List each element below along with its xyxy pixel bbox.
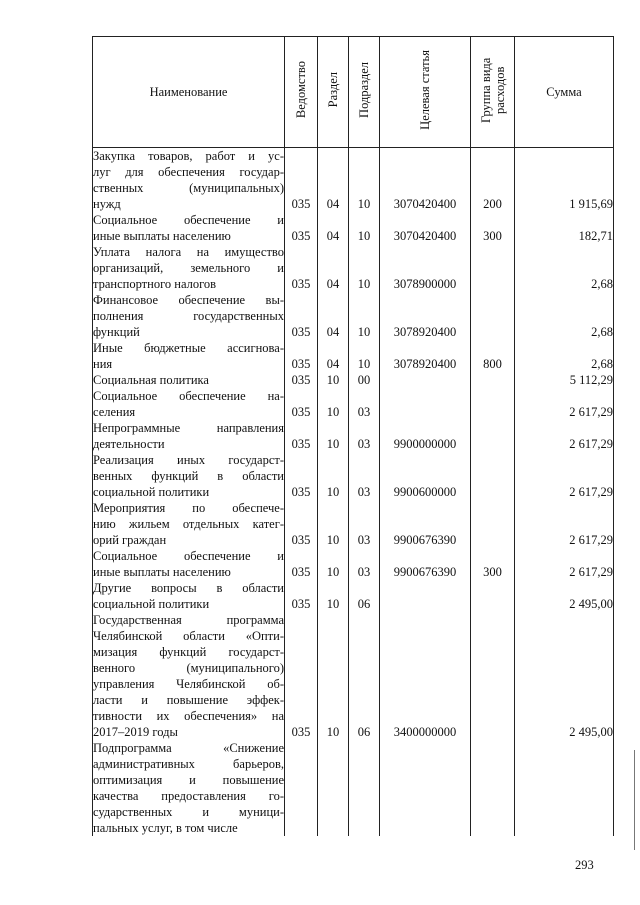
table-row bbox=[93, 420, 614, 452]
row-name-line: Государственная программа bbox=[93, 613, 284, 627]
row-name-line: иные выплаты населению bbox=[93, 229, 231, 243]
table-row bbox=[93, 340, 614, 372]
header-name: Наименование bbox=[93, 37, 285, 148]
cell-department: 035 bbox=[285, 212, 318, 244]
row-name-line: транспортного налогов bbox=[93, 277, 217, 291]
cell-expense-group bbox=[471, 372, 515, 388]
cell-expense-group bbox=[471, 244, 515, 292]
header-expense-group: Группа вида расходов bbox=[471, 37, 515, 148]
cell-subsection: 06 bbox=[349, 580, 380, 612]
cell-expense-group: 300 bbox=[471, 548, 515, 580]
cell-section bbox=[318, 740, 349, 836]
cell-section: 10 bbox=[318, 388, 349, 420]
page-number: 293 bbox=[575, 858, 594, 872]
cell-amount: 2 617,29 bbox=[515, 420, 614, 452]
cell-section: 10 bbox=[318, 372, 349, 388]
cell-target-article: 9900000000 bbox=[380, 420, 471, 452]
header-target-article: Целевая статья bbox=[380, 37, 471, 148]
row-name-line: венного (муниципального) bbox=[93, 661, 284, 675]
scan-edge-line bbox=[634, 750, 635, 850]
row-name-line: Непрограммные направления bbox=[93, 421, 284, 435]
cell-amount: 2 617,29 bbox=[515, 452, 614, 500]
cell-section: 10 bbox=[318, 548, 349, 580]
cell-expense-group bbox=[471, 420, 515, 452]
table-row bbox=[93, 740, 614, 836]
row-name-line: функций bbox=[93, 325, 140, 339]
row-name-line: мизация функций государст- bbox=[93, 645, 284, 659]
row-name-line: орий граждан bbox=[93, 533, 167, 547]
cell-target-article bbox=[380, 740, 471, 836]
row-name bbox=[93, 212, 285, 244]
row-name-line: социальной политики bbox=[93, 597, 210, 611]
cell-subsection: 06 bbox=[349, 612, 380, 740]
cell-department: 035 bbox=[285, 580, 318, 612]
row-name-line: Мероприятия по обеспече- bbox=[93, 501, 284, 515]
cell-section: 10 bbox=[318, 580, 349, 612]
header-amount: Сумма bbox=[515, 37, 614, 148]
cell-expense-group bbox=[471, 612, 515, 740]
cell-amount: 2 617,29 bbox=[515, 500, 614, 548]
row-name bbox=[93, 548, 285, 580]
row-name bbox=[93, 372, 285, 388]
header-section: Раздел bbox=[318, 37, 349, 148]
row-name-line: административных барьеров, bbox=[93, 757, 284, 771]
row-name-line: деятельности bbox=[93, 437, 165, 451]
row-name-line: качества предоставления го- bbox=[93, 789, 284, 803]
cell-department: 035 bbox=[285, 148, 318, 213]
row-name-line: организаций, земельного и bbox=[93, 261, 284, 275]
cell-amount: 2,68 bbox=[515, 244, 614, 292]
cell-target-article: 3070420400 bbox=[380, 212, 471, 244]
row-name-line: 2017–2019 годы bbox=[93, 725, 178, 739]
row-name-line: венных функций в области bbox=[93, 469, 284, 483]
cell-department: 035 bbox=[285, 420, 318, 452]
row-name-line: оптимизация и повышение bbox=[93, 773, 284, 787]
cell-subsection: 00 bbox=[349, 372, 380, 388]
row-name bbox=[93, 500, 285, 548]
row-name-line: тивности их обеспечения» на bbox=[93, 709, 284, 723]
row-name bbox=[93, 148, 285, 213]
table-row bbox=[93, 548, 614, 580]
cell-section: 10 bbox=[318, 612, 349, 740]
row-name bbox=[93, 452, 285, 500]
row-name-line: Челябинской области «Опти- bbox=[93, 629, 284, 643]
row-name-line: ственных (муниципальных) bbox=[93, 181, 284, 195]
cell-department: 035 bbox=[285, 340, 318, 372]
row-name-line: нию жильем отдельных катег- bbox=[93, 517, 284, 531]
cell-department: 035 bbox=[285, 612, 318, 740]
row-name-line: пальных услуг, в том числе bbox=[93, 821, 238, 835]
table-row bbox=[93, 580, 614, 612]
row-name-line: Социальное обеспечение на- bbox=[93, 389, 284, 403]
cell-department: 035 bbox=[285, 292, 318, 340]
cell-amount: 2 617,29 bbox=[515, 548, 614, 580]
row-name-line: Финансовое обеспечение вы- bbox=[93, 293, 284, 307]
cell-expense-group bbox=[471, 500, 515, 548]
cell-department: 035 bbox=[285, 372, 318, 388]
cell-amount: 2,68 bbox=[515, 340, 614, 372]
row-name bbox=[93, 740, 285, 836]
cell-subsection: 10 bbox=[349, 244, 380, 292]
table-row bbox=[93, 212, 614, 244]
row-name-line: Подпрограмма «Снижение bbox=[93, 741, 284, 755]
row-name-line: Закупка товаров, работ и ус- bbox=[93, 149, 284, 163]
row-name-line: Социальное обеспечение и bbox=[93, 213, 284, 227]
cell-target-article bbox=[380, 372, 471, 388]
cell-target-article: 3400000000 bbox=[380, 612, 471, 740]
cell-expense-group: 300 bbox=[471, 212, 515, 244]
cell-department bbox=[285, 740, 318, 836]
cell-department: 035 bbox=[285, 548, 318, 580]
row-name-line: ния bbox=[93, 357, 113, 371]
cell-amount: 2 495,00 bbox=[515, 612, 614, 740]
row-name bbox=[93, 580, 285, 612]
cell-subsection: 03 bbox=[349, 388, 380, 420]
table-body bbox=[93, 148, 614, 837]
row-name-line: луг для обеспечения государ- bbox=[93, 165, 284, 179]
cell-subsection: 10 bbox=[349, 340, 380, 372]
table-row bbox=[93, 612, 614, 740]
row-name-line: социальной политики bbox=[93, 485, 210, 499]
row-name-line: полнения государственных bbox=[93, 309, 284, 323]
row-name-line: ласти и повышение эффек- bbox=[93, 693, 284, 707]
budget-table bbox=[92, 36, 614, 836]
cell-target-article: 3078920400 bbox=[380, 292, 471, 340]
row-name-line: иные выплаты населению bbox=[93, 565, 231, 579]
cell-section: 10 bbox=[318, 500, 349, 548]
table-row bbox=[93, 388, 614, 420]
row-name bbox=[93, 420, 285, 452]
cell-amount: 2,68 bbox=[515, 292, 614, 340]
table-row bbox=[93, 372, 614, 388]
cell-expense-group bbox=[471, 580, 515, 612]
cell-section: 04 bbox=[318, 292, 349, 340]
cell-amount: 2 617,29 bbox=[515, 388, 614, 420]
cell-subsection: 03 bbox=[349, 452, 380, 500]
table-row bbox=[93, 500, 614, 548]
row-name-line: Другие вопросы в области bbox=[93, 581, 284, 595]
cell-amount bbox=[515, 740, 614, 836]
row-name-line: сударственных и муници- bbox=[93, 805, 284, 819]
cell-department: 035 bbox=[285, 452, 318, 500]
cell-amount: 2 495,00 bbox=[515, 580, 614, 612]
cell-section: 04 bbox=[318, 148, 349, 213]
cell-expense-group: 800 bbox=[471, 340, 515, 372]
cell-amount: 5 112,29 bbox=[515, 372, 614, 388]
cell-expense-group bbox=[471, 388, 515, 420]
row-name-line: селения bbox=[93, 405, 136, 419]
header-subsection: Подраздел bbox=[349, 37, 380, 148]
cell-target-article: 3078920400 bbox=[380, 340, 471, 372]
cell-subsection: 10 bbox=[349, 148, 380, 213]
table-header bbox=[93, 37, 614, 148]
cell-subsection: 03 bbox=[349, 500, 380, 548]
cell-target-article bbox=[380, 388, 471, 420]
table-row bbox=[93, 292, 614, 340]
cell-department: 035 bbox=[285, 244, 318, 292]
cell-section: 10 bbox=[318, 420, 349, 452]
cell-expense-group bbox=[471, 292, 515, 340]
table-row bbox=[93, 244, 614, 292]
cell-section: 04 bbox=[318, 212, 349, 244]
row-name-line: нужд bbox=[93, 197, 121, 211]
cell-section: 04 bbox=[318, 244, 349, 292]
row-name bbox=[93, 244, 285, 292]
cell-target-article: 9900600000 bbox=[380, 452, 471, 500]
table-row bbox=[93, 148, 614, 213]
cell-expense-group bbox=[471, 740, 515, 836]
header-department: Ведомство bbox=[285, 37, 318, 148]
row-name-line: Уплата налога на имущество bbox=[93, 245, 284, 259]
row-name bbox=[93, 292, 285, 340]
cell-subsection: 03 bbox=[349, 548, 380, 580]
cell-section: 04 bbox=[318, 340, 349, 372]
cell-expense-group bbox=[471, 452, 515, 500]
cell-target-article: 3070420400 bbox=[380, 148, 471, 213]
row-name-line: Иные бюджетные ассигнова- bbox=[93, 341, 284, 355]
cell-subsection bbox=[349, 740, 380, 836]
cell-expense-group: 200 bbox=[471, 148, 515, 213]
row-name bbox=[93, 340, 285, 372]
row-name-line: Реализация иных государст- bbox=[93, 453, 284, 467]
cell-subsection: 10 bbox=[349, 292, 380, 340]
table-row bbox=[93, 452, 614, 500]
cell-department: 035 bbox=[285, 388, 318, 420]
cell-amount: 1 915,69 bbox=[515, 148, 614, 213]
row-name bbox=[93, 388, 285, 420]
cell-target-article bbox=[380, 580, 471, 612]
cell-target-article: 3078900000 bbox=[380, 244, 471, 292]
row-name-line: управления Челябинской об- bbox=[93, 677, 284, 691]
cell-department: 035 bbox=[285, 500, 318, 548]
cell-subsection: 03 bbox=[349, 420, 380, 452]
cell-target-article: 9900676390 bbox=[380, 500, 471, 548]
cell-subsection: 10 bbox=[349, 212, 380, 244]
cell-target-article: 9900676390 bbox=[380, 548, 471, 580]
cell-section: 10 bbox=[318, 452, 349, 500]
row-name-line: Социальная политика bbox=[93, 373, 209, 387]
row-name bbox=[93, 612, 285, 740]
cell-amount: 182,71 bbox=[515, 212, 614, 244]
row-name-line: Социальное обеспечение и bbox=[93, 549, 284, 563]
